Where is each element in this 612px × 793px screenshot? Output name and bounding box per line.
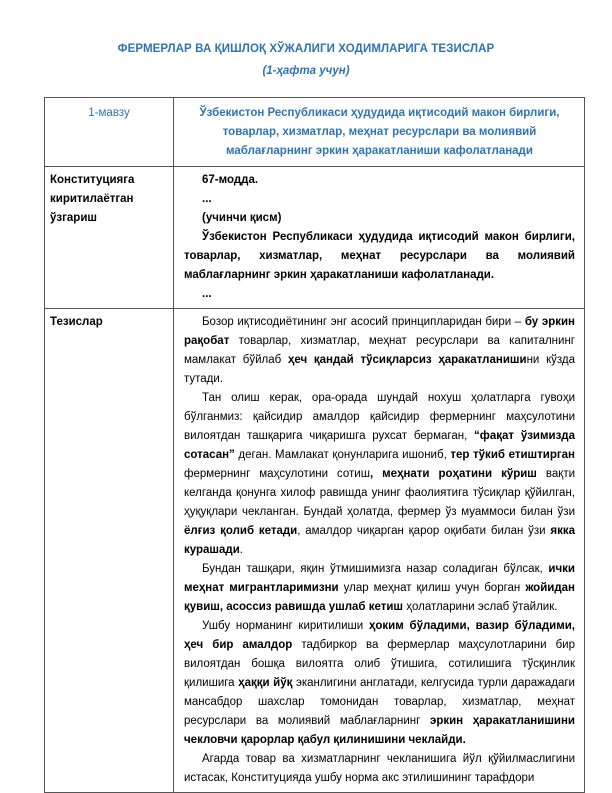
text-run: . — [239, 544, 243, 556]
bold-run: , меҳнати роҳатини кўриш — [369, 468, 537, 480]
thesis-paragraph-5: Агарда товар ва хизматларнинг чекланишига йўл қўйилмаслигини истасак, Конституцияда ушбу норма акс этилишининг тарафдори — [184, 753, 575, 784]
text-run: тадбиркор ва фермерлар маҳсулотларини бир вилоятдан бошқа вилоятга олиб ўтишига, сотилишига тўсқинлик қилишига — [184, 639, 575, 689]
theses-content — [174, 309, 585, 793]
topic-label: 1-мавзу — [45, 98, 174, 167]
ellipsis-bottom: ... — [202, 288, 212, 300]
text-run: ҳолатларини эслаб ўтайлик. — [403, 601, 558, 613]
text-run: ни кўзда тутади. — [184, 354, 575, 385]
document-subtitle: (1-ҳафта учун) — [262, 65, 350, 77]
article-text: Ўзбекистон Республикаси ҳудудида иқтисодий макон бирлиги, товарлар, хизматлар, меҳнат ресурслари ва молиявий маблағларнинг эркин ҳаракатланиши кафолатланади. — [184, 231, 575, 281]
text-run: эканлигини англатади, келгусида турли даражадаги мансабдор шахслар томонидан товарлар, хизматлар, меҳнат ресурслари ва молиявий маблағларнинг — [184, 677, 575, 727]
constitution-row — [45, 167, 585, 309]
document-title: ФЕРМЕРЛАР ВА ҚИШЛОҚ ХЎЖАЛИГИ ХОДИМЛАРИГА ТЕЗИСЛАР — [117, 43, 495, 55]
bold-run: ҳоким бўладими, вазир бўладими, ҳеч бир амалдор — [184, 620, 575, 651]
bold-run: “фақат ўзимизда сотасан” — [184, 430, 575, 461]
topic-title: Ўзбекистон Республикаси ҳудудида иқтисодий макон бирлиги, товарлар, хизматлар, меҳнат ресурслари ва молиявий маблағларнинг эркин ҳаракатланиши кафолатланади — [174, 98, 585, 167]
text-run: Тан олиш керак, ора-орада шундай нохуш ҳолатларга гувоҳи бўлганмиз: қайсидир амалдор қайсидир фермернинг маҳсулотини вилоятдан ташқарига чиқаришга рухсат бермаган, — [184, 392, 575, 442]
theses-table — [44, 97, 585, 793]
thesis-paragraph-1 — [184, 313, 575, 389]
text-run: фермернинг маҳсулотини сотиш — [184, 468, 370, 480]
bold-run: тер тўкиб етиштирган — [450, 449, 575, 461]
bold-run: жойидан қувиш, асоссиз равишда ушлаб кетиш — [184, 582, 575, 613]
text-run: Бозор иқтисодиётининг энг асосий принципларидан бири – — [202, 316, 525, 328]
constitution-content — [174, 167, 585, 309]
article-part: (учинчи қисм) — [202, 212, 282, 224]
theses-label: Тезислар — [45, 309, 174, 793]
bold-run: ички меҳнат мигрантларимизни — [184, 563, 575, 594]
bold-run: эркин ҳаракатланишини чекловчи қарорлар қабул қилинишини чеклайди. — [184, 715, 575, 746]
ellipsis-top: ... — [202, 193, 212, 205]
text-run: деган. Мамлакат қонунларига ишониб, — [234, 449, 451, 461]
bold-run: ёлғиз қолиб кетади — [184, 525, 298, 537]
text-run: улар меҳнат қилиш учун борган — [338, 582, 526, 594]
text-run: , амалдор чиқарган қарор оқибати билан ўзи — [297, 525, 551, 537]
text-run: вақти келганда қонунга хилоф равишда унинг фаолиятига тўсиқлар қўйилган, ҳуқуқлари чекланган. Бундай ҳолатда, фермер ўз муаммоси билан ўзи — [184, 468, 576, 518]
bold-run: ҳеч қандай тўсиқларсиз ҳаракатланиши — [287, 354, 527, 366]
topic-row — [45, 98, 585, 167]
bold-run: бу эркин рақобат — [184, 316, 575, 347]
theses-row — [45, 309, 585, 793]
text-run: товарлар, хизматлар, меҳнат ресурслари ва капиталнинг мамлакат бўйлаб — [184, 335, 575, 366]
thesis-paragraph-3 — [184, 560, 575, 617]
article-number: 67-модда. — [202, 174, 259, 186]
constitution-label: Конституцияга киритилаётган ўзгариш — [45, 167, 174, 309]
text-run: Ушбу норманинг киритилиши — [202, 620, 369, 632]
thesis-paragraph-2 — [184, 389, 575, 560]
bold-run: ҳаққи йўқ — [238, 677, 293, 689]
thesis-paragraph-4 — [184, 617, 575, 750]
bold-run: якка курашади — [184, 525, 575, 556]
text-run: Бундан ташқари, яқин ўтмишимизга назар соладиган бўлсак, — [202, 563, 549, 575]
